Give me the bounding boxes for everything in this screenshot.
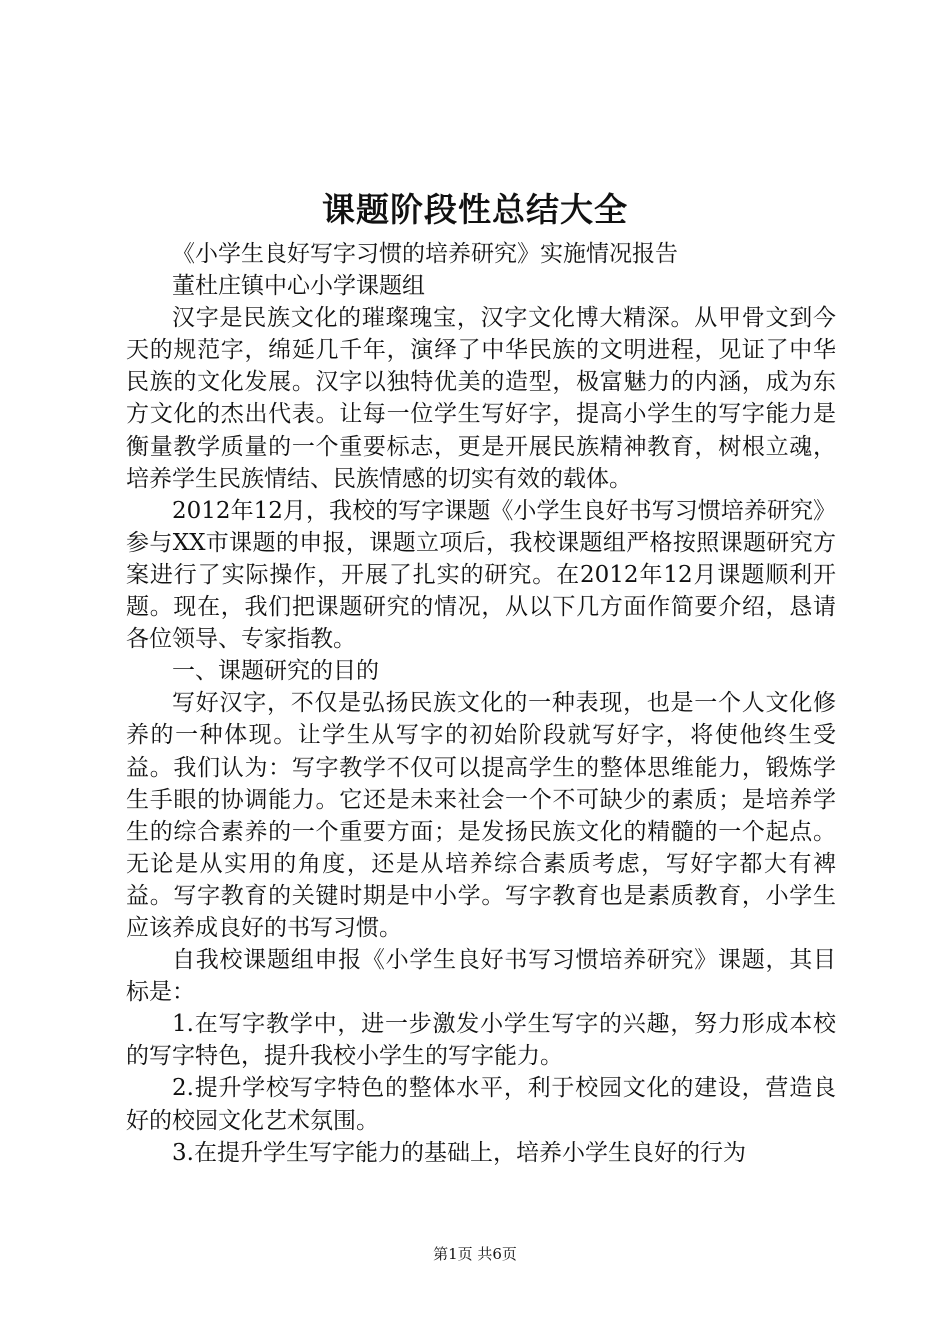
goal-item: 2.提升学校写字特色的整体水平，利于校园文化的建设，营造良好的校园文化艺术氛围。 bbox=[126, 1075, 836, 1134]
paragraph: 自我校课题组申报《小学生良好书写习惯培养研究》课题，其目标是： bbox=[126, 947, 836, 1006]
goal-item: 3.在提升学生写字能力的基础上，培养小学生良好的行为 bbox=[172, 1139, 746, 1166]
report-author: 董杜庄镇中心小学课题组 bbox=[172, 273, 425, 300]
goal-item: 1.在写字教学中，进一步激发小学生写字的兴趣，努力形成本校的写字特色，提升我校小学生的写字能力。 bbox=[126, 1011, 836, 1070]
document-body bbox=[126, 238, 836, 1169]
paragraph: 2012年12月，我校的写字课题《小学生良好书写习惯培养研究》参与XX市课题的申报，课题立项后，我校课题组严格按照课题研究方案进行了实际操作，开展了扎实的研究。在2012年12月课题顺利开题。现在，我们把课题研究的情况，从以下几方面作简要介绍，恳请各位领导、专家指教。 bbox=[126, 497, 836, 653]
page-footer: 第1页 共6页 bbox=[433, 1245, 517, 1263]
paragraph: 汉字是民族文化的璀璨瑰宝，汉字文化博大精深。从甲骨文到今天的规范字，绵延几千年，演绎了中华民族的文明进程，见证了中华民族的文化发展。汉字以独特优美的造型，极富魅力的内涵，成为东方文化的杰出代表。让每一位学生写好字，提高小学生的写字能力是衡量教学质量的一个重要标志，更是开展民族精神教育，树根立魂，培养学生民族情结、民族情感的切实有效的载体。 bbox=[126, 305, 836, 492]
section-heading: 一、课题研究的目的 bbox=[172, 658, 379, 685]
document-title: 课题阶段性总结大全 bbox=[322, 190, 628, 229]
report-subtitle: 《小学生良好写字习惯的培养研究》实施情况报告 bbox=[172, 241, 678, 267]
paragraph: 写好汉字，不仅是弘扬民族文化的一种表现，也是一个人文化修养的一种体现。让学生从写字的初始阶段就写好字，将使他终生受益。我们认为：写字教学不仅可以提高学生的整体思维能力，锻炼学生手眼的协调能力。它还是未来社会一个不可缺少的素质；是培养学生的综合素养的一个重要方面；是发扬民族文化的精髓的一个起点。无论是从实用的角度，还是从培养综合素质考虑，写好字都大有裨益。写字教育的关键时期是中小学。写字教育也是素质教育，小学生应该养成良好的书写习惯。 bbox=[126, 690, 836, 941]
